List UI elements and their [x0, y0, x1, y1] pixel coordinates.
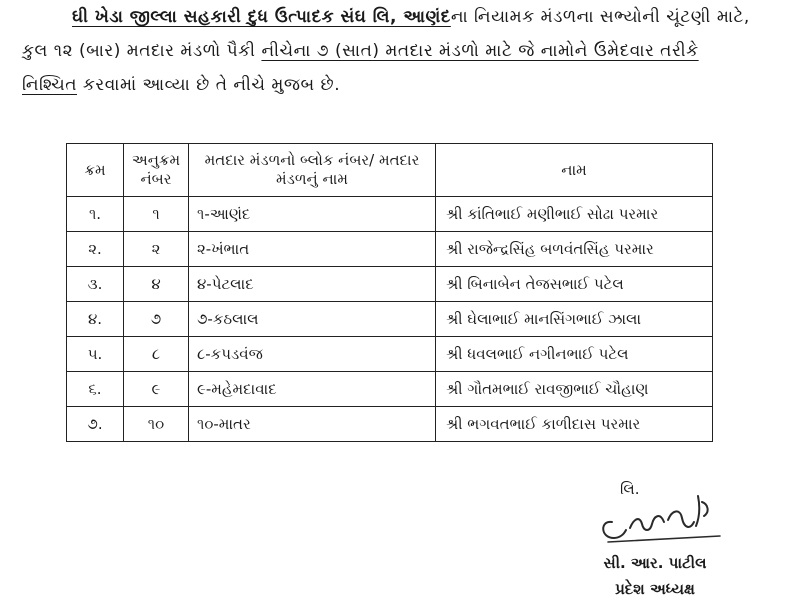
cell-serial: ૨.	[67, 232, 124, 267]
cell-name: શ્રી બિનાબેન તેજસભાઈ પટેલ	[436, 267, 713, 302]
table-row	[67, 372, 713, 407]
intro-line-3-underlined: નિશ્ચિત	[22, 75, 77, 95]
cell-block: ૯-મહેમદાવાદ	[189, 372, 436, 407]
cell-serial: ૭.	[67, 407, 124, 442]
signoff-prefix: લિ.	[620, 480, 640, 498]
cell-number: ૭	[124, 302, 189, 337]
header-name: નામ	[436, 144, 713, 197]
cell-serial: ૧.	[67, 197, 124, 232]
table-row	[67, 337, 713, 372]
header-number: અનુક્રમ નંબર	[124, 144, 189, 197]
table-row	[67, 407, 713, 442]
signer-title: પ્રદેશ અધ્યક્ષ	[615, 580, 695, 598]
cell-name: શ્રી ઘેલાભાઈ માનસિંગભાઈ ઝાલા	[436, 302, 713, 337]
cell-block: ૧૦-માતર	[189, 407, 436, 442]
header-block: મતદાર મંડળનો બ્લોક નંબર/ મતદાર મંડળનું નામ	[189, 144, 436, 197]
intro-line-2-underlined: નીચેના ૭ (સાત) મતદાર મંડળો માટે જે નામોને ઉમેદવાર તરીકે	[261, 41, 699, 61]
intro-line-3	[22, 68, 792, 102]
cell-serial: ૫.	[67, 337, 124, 372]
cell-block: ૮-કપડવંજ	[189, 337, 436, 372]
cell-number: ૧	[124, 197, 189, 232]
intro-line-2-start: કુલ ૧૨ (બાર) મતદાર મંડળો પૈકી	[22, 41, 262, 61]
cell-serial: ૩.	[67, 267, 124, 302]
cell-serial: ૬.	[67, 372, 124, 407]
intro-line-2	[22, 34, 792, 68]
cell-name: શ્રી કાંતિભાઈ મણીભાઈ સોઢા પરમાર	[436, 197, 713, 232]
cell-number: ૮	[124, 337, 189, 372]
header-serial: ક્રમ	[67, 144, 124, 197]
cell-serial: ૪.	[67, 302, 124, 337]
candidate-table	[66, 143, 713, 442]
intro-line-3-rest: કરવામાં આવ્યા છે તે નીચે મુજબ છે.	[77, 75, 341, 95]
cell-number: ૪	[124, 267, 189, 302]
table-header-row	[67, 144, 713, 197]
intro-line-1	[22, 0, 792, 34]
cell-name: શ્રી ધવલભાઈ નગીનભાઈ પટેલ	[436, 337, 713, 372]
cell-number: ૯	[124, 372, 189, 407]
cell-name: શ્રી ભગવતભાઈ કાળીદાસ પરમાર	[436, 407, 713, 442]
table-row	[67, 197, 713, 232]
cell-block: ૧-આણંદ	[189, 197, 436, 232]
cell-block: ૨-ખંભાત	[189, 232, 436, 267]
cell-number: ૨	[124, 232, 189, 267]
table-row	[67, 302, 713, 337]
cell-block: ૪-પેટલાદ	[189, 267, 436, 302]
table-row	[67, 232, 713, 267]
organization-name: ઘી ખેડા જીલ્લા સહકારી દુધ ઉત્પાદક સંઘ લિ, આણંદ	[72, 7, 451, 27]
intro-line-1-rest: ના નિયામક મંડળના સભ્યોની ચૂંટણી માટે,	[450, 7, 750, 27]
signer-block	[580, 550, 730, 602]
cell-block: ૭-કઠલાલ	[189, 302, 436, 337]
intro-paragraph	[22, 0, 792, 102]
cell-number: ૧૦	[124, 407, 189, 442]
signer-name: સી. આર. પાટીલ	[603, 554, 707, 572]
cell-name: શ્રી ગૌતમભાઈ રાવજીભાઈ ચૌહાણ	[436, 372, 713, 407]
table-row	[67, 267, 713, 302]
handwritten-signature	[590, 482, 730, 552]
cell-name: શ્રી રાજેન્દ્રસિંહ બળવંતસિંહ પરમાર	[436, 232, 713, 267]
